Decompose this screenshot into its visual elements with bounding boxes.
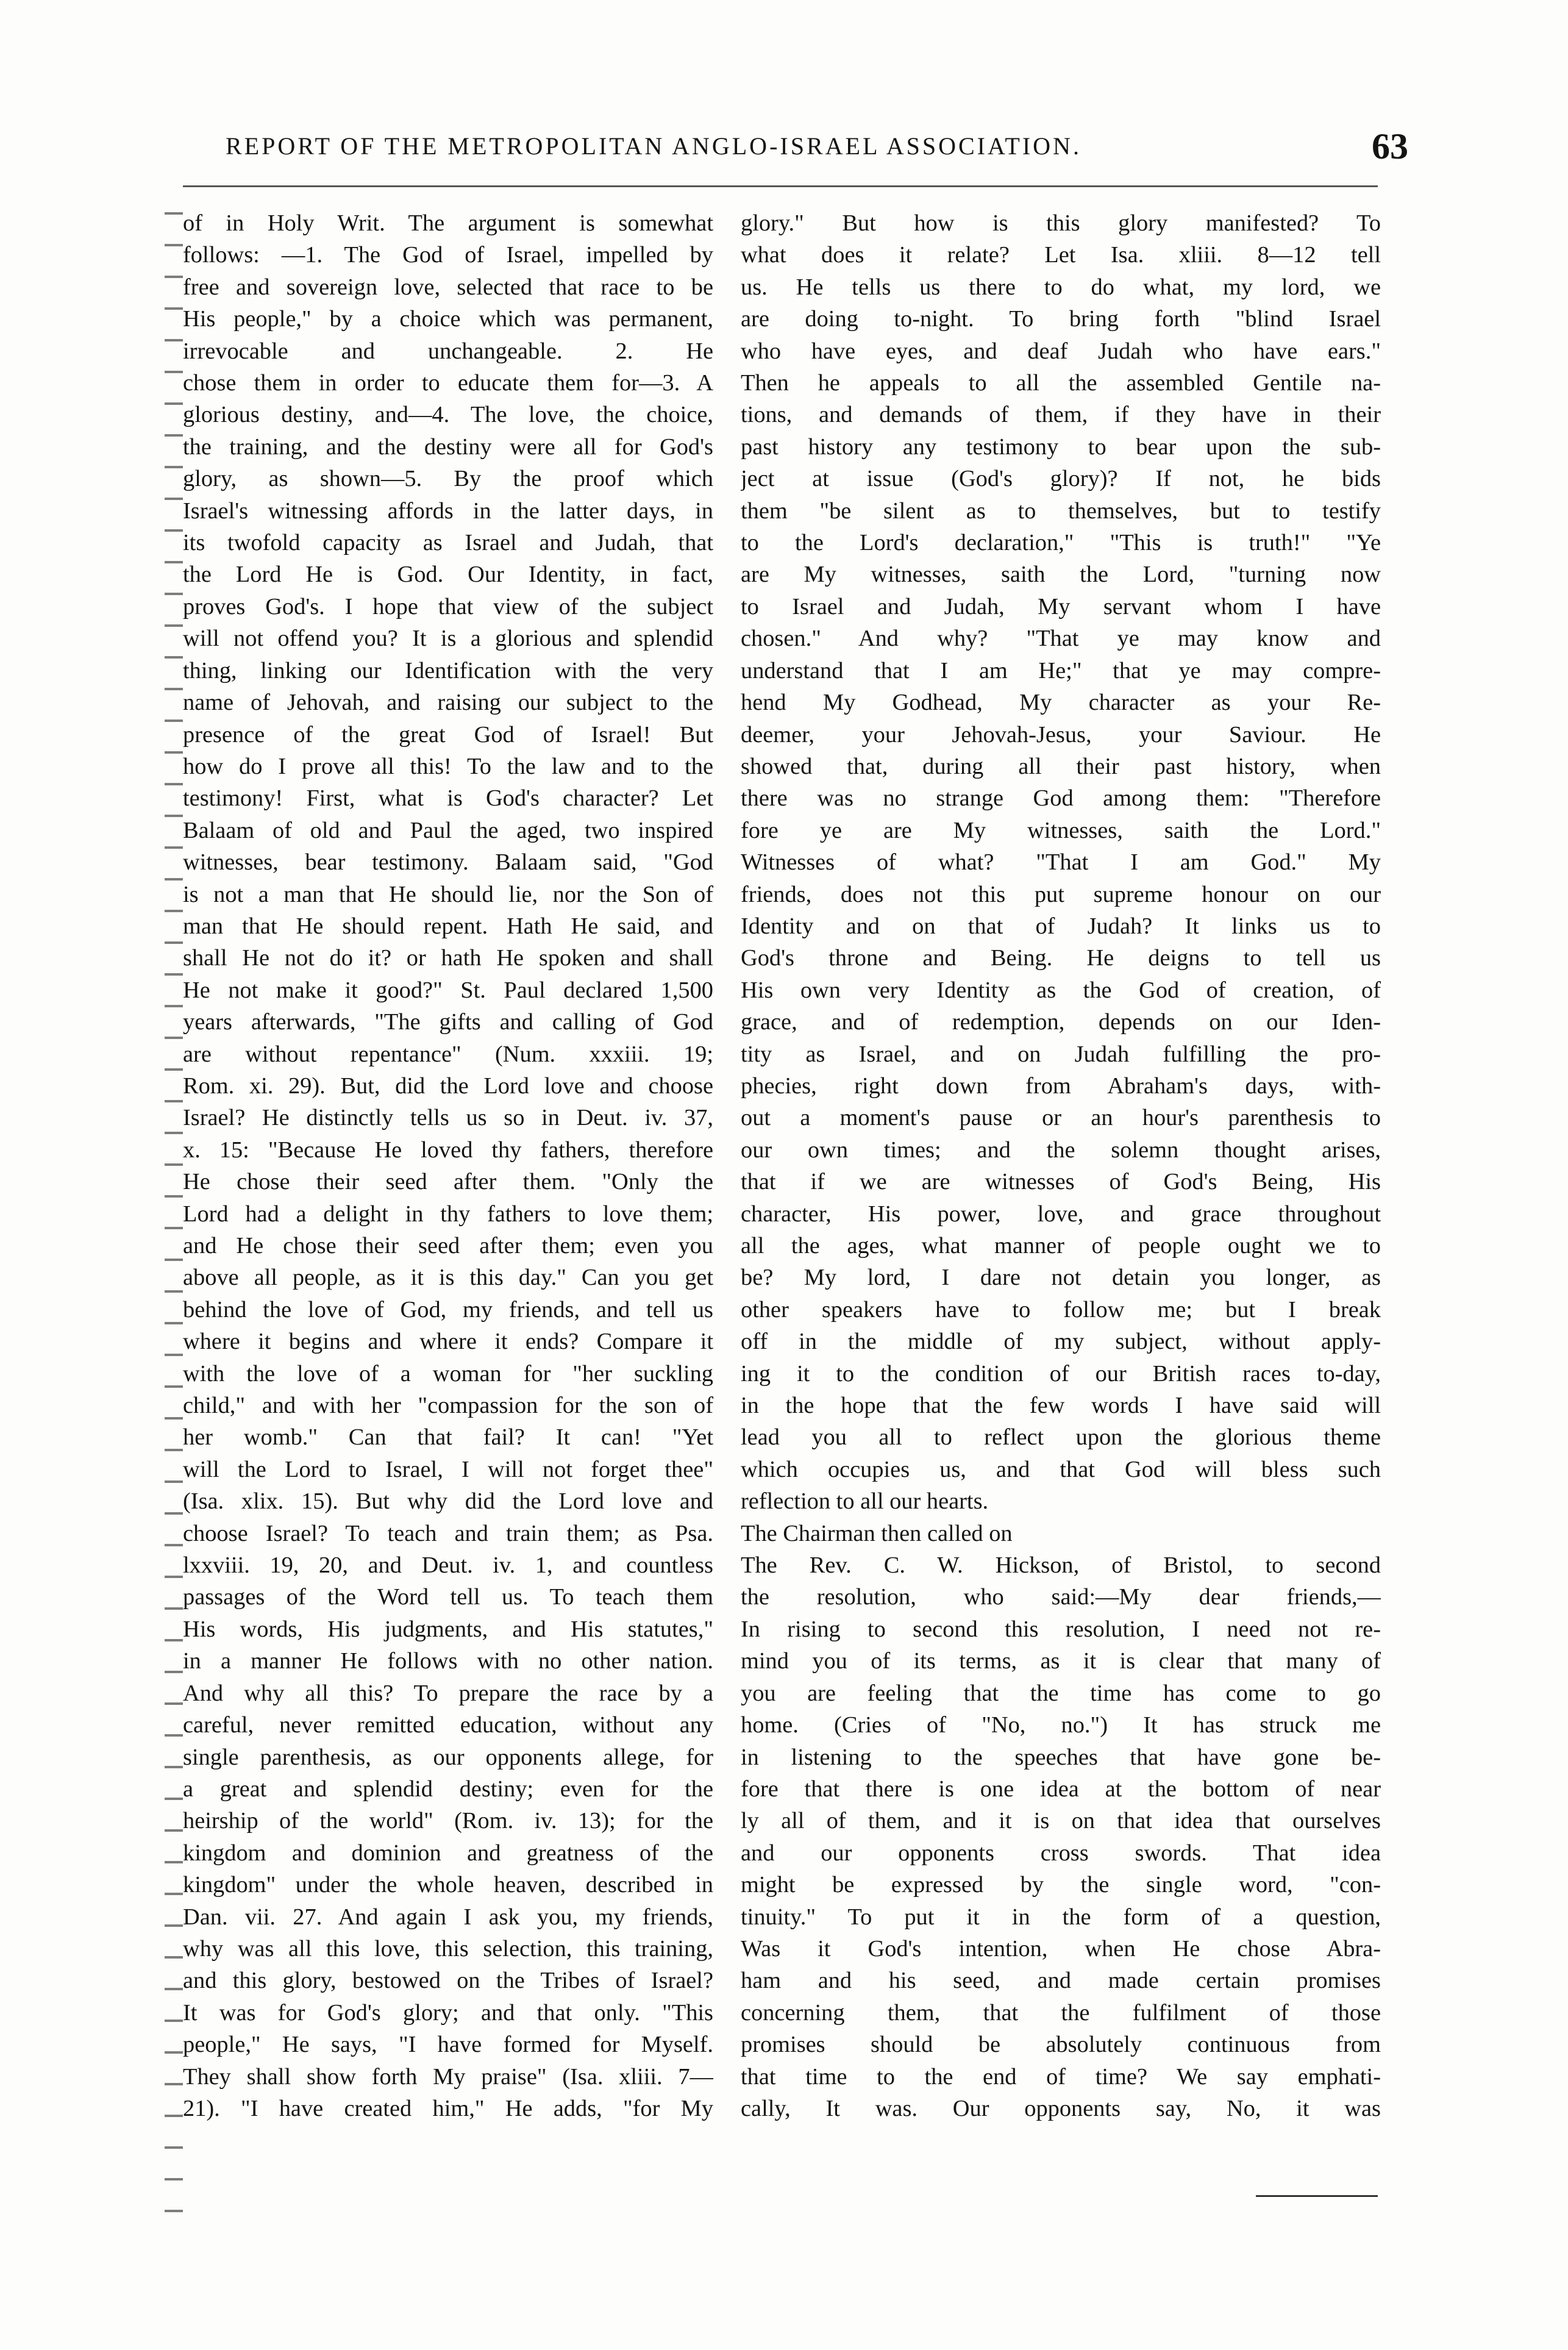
text-line: His own very Identity as the God of creation, of xyxy=(741,977,1381,1003)
text-line: concerning them, that the fulfilment of those xyxy=(741,1999,1381,2026)
text-line: is not a man that He should lie, nor the Son of xyxy=(183,881,713,907)
text-line: His people," by a choice which was permanent, xyxy=(183,306,713,332)
text-line: follows: —1. The God of Israel, impelled by xyxy=(183,242,713,268)
text-line: tions, and demands of them, if they have in their xyxy=(741,402,1381,428)
text-line: other speakers have to follow me; but I break xyxy=(741,1296,1381,1323)
text-line: Dan. vii. 27. And again I ask you, my friends, xyxy=(183,1904,713,1930)
text-line: lxxviii. 19, 20, and Deut. iv. 1, and countless xyxy=(183,1552,713,1579)
footer-rule xyxy=(1256,2195,1378,2197)
text-line: Lord had a delight in thy fathers to love them; xyxy=(183,1201,713,1227)
text-line: there was no strange God among them: "Therefore xyxy=(741,785,1381,812)
text-line: which occupies us, and that God will bless such xyxy=(741,1456,1381,1482)
text-line: tinuity." To put it in the form of a question, xyxy=(741,1904,1381,1930)
text-line: you are feeling that the time has come to go xyxy=(741,1680,1381,1706)
text-line: glorious destiny, and—4. The love, the choice, xyxy=(183,402,713,428)
text-line: with the love of a woman for "her suckling xyxy=(183,1360,713,1387)
text-line: And why all this? To prepare the race by a xyxy=(183,1680,713,1706)
text-line: witnesses, bear testimony. Balaam said, "God xyxy=(183,849,713,876)
text-line: free and sovereign love, selected that race to be xyxy=(183,274,713,300)
text-line: mind you of its terms, as it is clear that many of xyxy=(741,1648,1381,1674)
text-line: friends, does not this put supreme honour on our xyxy=(741,881,1381,907)
text-line: tity as Israel, and on Judah fulfilling the pro- xyxy=(741,1041,1381,1067)
text-line: Israel? He distinctly tells us so in Deut. iv. 37, xyxy=(183,1105,713,1131)
text-line: years afterwards, "The gifts and calling of God xyxy=(183,1009,713,1035)
text-line: God's throne and Being. He deigns to tell us xyxy=(741,945,1381,971)
text-line: will the Lord to Israel, I will not forget thee" xyxy=(183,1456,713,1482)
text-line: how do I prove all this! To the law and to the xyxy=(183,753,713,779)
text-line: are without repentance" (Num. xxxiii. 19; xyxy=(183,1041,713,1067)
text-line: who have eyes, and deaf Judah who have ears." xyxy=(741,338,1381,364)
text-line: (Isa. xlix. 15). But why did the Lord love and xyxy=(183,1488,713,1515)
text-line: choose Israel? To teach and train them; as Psa. xyxy=(183,1520,713,1546)
text-line: thing, linking our Identification with the very xyxy=(183,657,713,684)
text-line: kingdom" under the whole heaven, described in xyxy=(183,1872,713,1898)
text-line: fore ye are My witnesses, saith the Lord." xyxy=(741,817,1381,843)
text-line: people," He says, "I have formed for Myself. xyxy=(183,2032,713,2058)
text-line: single parenthesis, as our opponents allege, for xyxy=(183,1744,713,1770)
text-line: will not offend you? It is a glorious and splendid xyxy=(183,626,713,652)
text-line: understand that I am He;" that ye may compre- xyxy=(741,657,1381,684)
text-line: and He chose their seed after them; even you xyxy=(183,1233,713,1259)
text-line: He not make it good?" St. Paul declared 1,500 xyxy=(183,977,713,1003)
text-line: showed that, during all their past history, when xyxy=(741,753,1381,779)
text-line: all the ages, what manner of people ought we to xyxy=(741,1233,1381,1259)
text-line: shall He not do it? or hath He spoken and shall xyxy=(183,945,713,971)
text-line: 21). "I have created him," He adds, "for My xyxy=(183,2095,713,2121)
text-line: to Israel and Judah, My servant whom I have xyxy=(741,593,1381,620)
text-line: Rom. xi. 29). But, did the Lord love and choose xyxy=(183,1073,713,1099)
text-line: are My witnesses, saith the Lord, "turning now xyxy=(741,562,1381,588)
text-line: ly all of them, and it is on that idea that ourselves xyxy=(741,1808,1381,1834)
text-line: name of Jehovah, and raising our subject to the xyxy=(183,690,713,716)
text-line: the Lord He is God. Our Identity, in fact, xyxy=(183,562,713,588)
right-text-column xyxy=(741,207,1381,2124)
text-line: above all people, as it is this day." Can you get xyxy=(183,1265,713,1291)
text-line: His words, His judgments, and His statutes," xyxy=(183,1616,713,1642)
text-line: a great and splendid destiny; even for the xyxy=(183,1776,713,1802)
text-line: past history any testimony to bear upon the sub- xyxy=(741,434,1381,460)
text-line: cally, It was. Our opponents say, No, it was xyxy=(741,2095,1381,2121)
text-line: The Rev. C. W. Hickson, of Bristol, to second xyxy=(741,1552,1381,1579)
text-line: behind the love of God, my friends, and tell us xyxy=(183,1296,713,1323)
text-line: ham and his seed, and made certain promises xyxy=(741,1968,1381,1994)
text-line: Then he appeals to all the assembled Gentile na- xyxy=(741,370,1381,396)
text-line: The Chairman then called on xyxy=(741,1520,1013,1546)
running-head: REPORT OF THE METROPOLITAN ANGLO-ISRAEL ASSOCIATION. xyxy=(226,132,1082,160)
binding-edge-damage xyxy=(165,201,183,2226)
text-line: glory, as shown—5. By the proof which xyxy=(183,466,713,492)
text-line: chosen." And why? "That ye may know and xyxy=(741,626,1381,652)
page-number: 63 xyxy=(1372,126,1408,166)
text-line: to the Lord's declaration," "This is truth!" "Ye xyxy=(741,530,1381,556)
text-line: Identity and on that of Judah? It links us to xyxy=(741,913,1381,939)
text-line: man that He should repent. Hath He said, and xyxy=(183,913,713,939)
text-line: of in Holy Writ. The argument is somewhat xyxy=(183,210,713,236)
text-line: Witnesses of what? "That I am God." My xyxy=(741,849,1381,876)
text-line: are doing to-night. To bring forth "blind Israel xyxy=(741,306,1381,332)
text-line: Was it God's intention, when He chose Abra- xyxy=(741,1935,1381,1962)
text-line: character, His power, love, and grace throughout xyxy=(741,1201,1381,1227)
text-line: in a manner He follows with no other nation. xyxy=(183,1648,713,1674)
text-line: that if we are witnesses of God's Being, His xyxy=(741,1169,1381,1195)
text-line: her womb." Can that fail? It can! "Yet xyxy=(183,1424,713,1451)
text-line: be? My lord, I dare not detain you longer, as xyxy=(741,1265,1381,1291)
text-line: chose them in order to educate them for—3. A xyxy=(183,370,713,396)
text-line: In rising to second this resolution, I need not re- xyxy=(741,1616,1381,1642)
text-line: reflection to all our hearts. xyxy=(741,1488,989,1515)
text-line: proves God's. I hope that view of the subject xyxy=(183,593,713,620)
text-line: passages of the Word tell us. To teach them xyxy=(183,1584,713,1610)
text-line: ing it to the condition of our British races to-day, xyxy=(741,1360,1381,1387)
text-line: fore that there is one idea at the bottom of near xyxy=(741,1776,1381,1802)
text-line: Israel's witnessing affords in the latter days, in xyxy=(183,498,713,524)
page-header xyxy=(165,122,1408,171)
text-line: us. He tells us there to do what, my lord, we xyxy=(741,274,1381,300)
text-line: careful, never remitted education, without any xyxy=(183,1712,713,1738)
text-line: in listening to the speeches that have gone be- xyxy=(741,1744,1381,1770)
text-line: that time to the end of time? We say emphati- xyxy=(741,2063,1381,2090)
text-line: grace, and of redemption, depends on our Iden- xyxy=(741,1009,1381,1035)
text-line: in the hope that the few words I have said will xyxy=(741,1393,1381,1419)
text-line: lead you all to reflect upon the glorious theme xyxy=(741,1424,1381,1451)
text-line: presence of the great God of Israel! But xyxy=(183,721,713,748)
left-text-column xyxy=(183,207,713,2124)
text-line: off in the middle of my subject, without apply- xyxy=(741,1329,1381,1355)
text-line: kingdom and dominion and greatness of the xyxy=(183,1840,713,1866)
text-line: why was all this love, this selection, this training, xyxy=(183,1935,713,1962)
text-line: them "be silent as to themselves, but to testify xyxy=(741,498,1381,524)
text-line: out a moment's pause or an hour's parenthesis to xyxy=(741,1105,1381,1131)
text-line: ject at issue (God's glory)? If not, he bids xyxy=(741,466,1381,492)
text-line: its twofold capacity as Israel and Judah, that xyxy=(183,530,713,556)
text-line: Balaam of old and Paul the aged, two inspired xyxy=(183,817,713,843)
text-line: phecies, right down from Abraham's days, with- xyxy=(741,1073,1381,1099)
text-line: the resolution, who said:—My dear friends,— xyxy=(741,1584,1381,1610)
text-line: x. 15: "Because He loved thy fathers, therefore xyxy=(183,1137,713,1163)
text-line: glory." But how is this glory manifested? To xyxy=(741,210,1381,236)
text-line: might be expressed by the single word, "con- xyxy=(741,1872,1381,1898)
text-line: deemer, your Jehovah-Jesus, your Saviour. He xyxy=(741,721,1381,748)
header-rule xyxy=(183,185,1378,187)
text-line: heirship of the world" (Rom. iv. 13); for the xyxy=(183,1808,713,1834)
text-line: He chose their seed after them. "Only the xyxy=(183,1169,713,1195)
text-line: testimony! First, what is God's character? Let xyxy=(183,785,713,812)
text-line: where it begins and where it ends? Compare it xyxy=(183,1329,713,1355)
text-line: hend My Godhead, My character as your Re- xyxy=(741,690,1381,716)
text-line: They shall show forth My praise" (Isa. xliii. 7— xyxy=(183,2063,713,2090)
text-line: what does it relate? Let Isa. xliii. 8—12 tell xyxy=(741,242,1381,268)
text-line: the training, and the destiny were all for God's xyxy=(183,434,713,460)
text-line: home. (Cries of "No, no.") It has struck me xyxy=(741,1712,1381,1738)
text-line: promises should be absolutely continuous from xyxy=(741,2032,1381,2058)
text-line: It was for God's glory; and that only. "This xyxy=(183,1999,713,2026)
text-line: our own times; and the solemn thought arises, xyxy=(741,1137,1381,1163)
text-line: child," and with her "compassion for the son of xyxy=(183,1393,713,1419)
text-line: and this glory, bestowed on the Tribes of Israel? xyxy=(183,1968,713,1994)
text-line: irrevocable and unchangeable. 2. He xyxy=(183,338,713,364)
text-line: and our opponents cross swords. That idea xyxy=(741,1840,1381,1866)
